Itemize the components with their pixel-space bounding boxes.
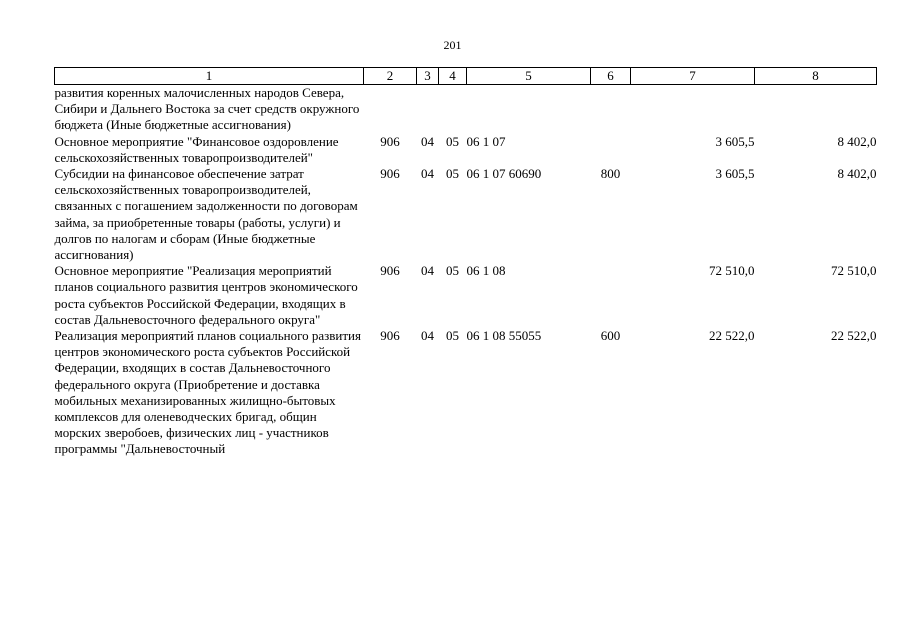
row-admin-code: 906 xyxy=(380,166,400,182)
row-expense-type: 800 xyxy=(600,166,621,182)
row-amount-year1 xyxy=(631,85,755,134)
row-amount-year1: 3 605,5 xyxy=(715,133,755,149)
row-expense-type xyxy=(591,263,631,328)
row-expense-type: 600 xyxy=(600,328,621,344)
row-section: 04 xyxy=(421,166,434,182)
row-amount-year1: 22 522,0 xyxy=(709,328,755,344)
row-expense-type xyxy=(591,134,631,166)
table-body xyxy=(55,85,877,458)
row-section: 04 xyxy=(421,328,434,344)
table-row xyxy=(55,134,877,166)
row-target-article: 06 1 08 55055 xyxy=(466,328,542,344)
row-name: Основное мероприятие "Реализация мероприятий планов социального развития центров экономического роста субъектов Российской Федерации, входящих в состав Дальневосточного федерального округа" xyxy=(54,263,358,327)
row-target-article: 06 1 07 xyxy=(466,133,506,149)
header-col-5: 5 xyxy=(467,68,591,85)
table-header xyxy=(55,68,877,85)
row-admin-code: 906 xyxy=(380,263,400,279)
row-expense-type xyxy=(591,85,631,134)
row-subsection: 05 xyxy=(446,133,459,149)
row-section: 04 xyxy=(421,133,434,149)
table-row xyxy=(55,263,877,328)
header-col-3: 3 xyxy=(417,68,439,85)
row-section xyxy=(417,85,439,134)
header-row xyxy=(55,68,877,85)
page-number: 201 xyxy=(443,38,462,52)
row-name: развития коренных малочисленных народов Севера, Сибири и Дальнего Востока за счет средств окружного бюджета (Иные бюджетные ассигнования) xyxy=(54,85,360,133)
row-amount-year2: 8 402,0 xyxy=(837,166,877,182)
row-subsection: 05 xyxy=(446,166,459,182)
row-name: Реализация мероприятий планов социального развития центров экономического роста субъектов Российской Федерации, входящих в состав Дальневосточного федерального округа (Приобретение и доставка мобильных механизированных жилищно-бытовых комплексов для оленеводческих бригад, общин морских зверобоев, физических лиц - участников программы "Дальневосточный xyxy=(54,328,361,457)
row-target-article: 06 1 08 xyxy=(466,263,506,279)
budget-table xyxy=(54,67,877,458)
header-col-7: 7 xyxy=(631,68,755,85)
row-admin-code xyxy=(364,85,417,134)
table-row xyxy=(55,328,877,458)
header-col-8: 8 xyxy=(755,68,877,85)
row-amount-year1: 3 605,5 xyxy=(715,166,755,182)
row-amount-year2: 72 510,0 xyxy=(831,263,877,279)
row-amount-year2 xyxy=(755,85,877,134)
row-name: Субсидии на финансовое обеспечение затрат сельскохозяйственных товаропроизводителей, связанных с погашением задолженности по договорам займа, за приобретенные товары (работы, услуги) и долгов по налогам и сборам (Иные бюджетные ассигнования) xyxy=(54,166,358,263)
row-subsection: 05 xyxy=(446,263,459,279)
row-admin-code: 906 xyxy=(380,328,400,344)
row-subsection: 05 xyxy=(446,328,459,344)
header-col-6: 6 xyxy=(591,68,631,85)
row-amount-year2: 8 402,0 xyxy=(837,133,877,149)
header-col-4: 4 xyxy=(439,68,467,85)
row-target-article: 06 1 07 60690 xyxy=(466,166,542,182)
header-col-1: 1 xyxy=(55,68,364,85)
row-admin-code: 906 xyxy=(380,133,400,149)
row-amount-year1: 72 510,0 xyxy=(709,263,755,279)
row-subsection xyxy=(439,85,467,134)
table-row xyxy=(55,166,877,263)
row-section: 04 xyxy=(421,263,434,279)
row-amount-year2: 22 522,0 xyxy=(831,328,877,344)
table-row xyxy=(55,85,877,134)
row-target-article xyxy=(467,85,591,134)
header-col-2: 2 xyxy=(364,68,417,85)
row-name: Основное мероприятие "Финансовое оздоровление сельскохозяйственных товаропроизводителей" xyxy=(54,133,339,165)
